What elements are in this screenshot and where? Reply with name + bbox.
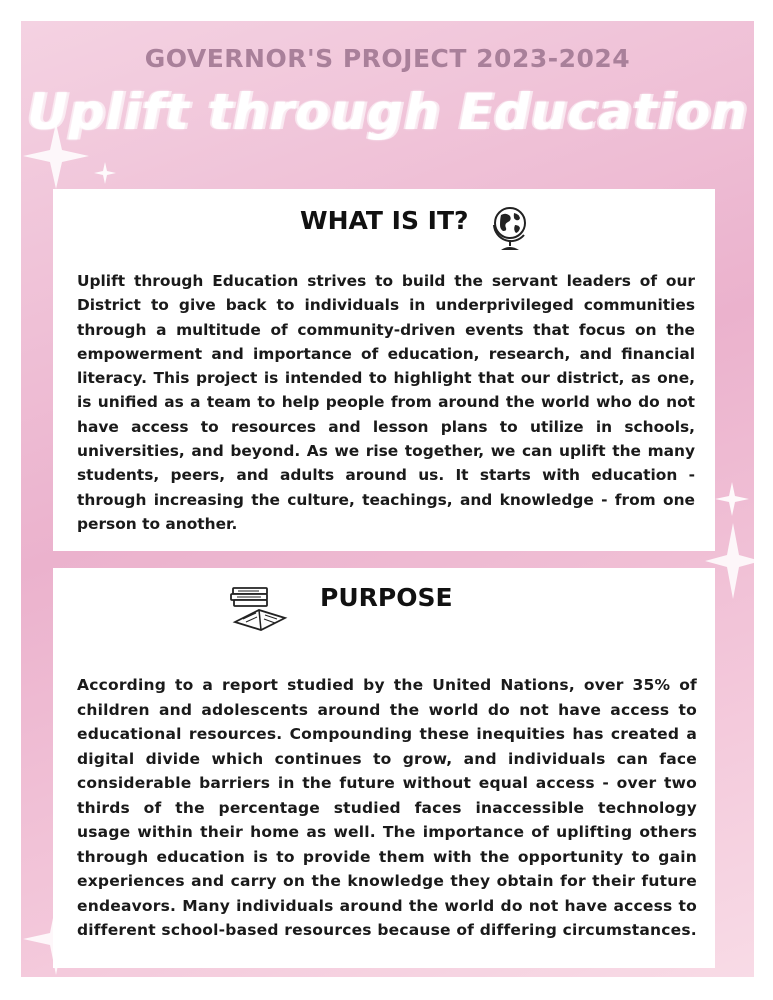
globe-icon: [487, 203, 533, 253]
sparkle-star-icon: [93, 161, 117, 185]
what-is-it-card: [53, 189, 715, 551]
section-body: Uplift through Education strives to build the servant leaders of our District to give back to individuals in underprivileged communities through a multitude of community-driven events that focus on the empowerment and importance of education, research, and financial literacy. This project is intended to highlight that our district, as one, is unified as a team to help people from around the world who do not have access to resources and lesson plans to utilize in schools, universities, and beyond. As we rise together, we can uplift the many students, peers, and adults around us. It starts with education - through increasing the culture, teachings, and knowledge - from one person to another.: [77, 272, 695, 533]
project-eyebrow: GOVERNOR'S PROJECT 2023-2024: [144, 44, 631, 73]
section-body: According to a report studied by the United Nations, over 35% of children and adolescents around the world do not have access to educational resources. Compounding these inequities has created a digital divide which continues to grow, and individuals can face considerable barriers in the future without equal access - over two thirds of the percentage studied faces inaccessible technology usage within their home as well. The importance of uplifting others through education is to provide them with the opportunity to gain experiences and carry on the knowledge they obtain for their future endeavors. Many individuals around the world do not have access to different school-based resources because of differing circumstances.: [77, 676, 697, 939]
section-title: PURPOSE: [320, 583, 453, 612]
sparkle-star-icon: [714, 481, 750, 517]
project-headline: Uplift through Education: [27, 83, 748, 141]
purpose-card: [53, 568, 715, 968]
books-icon: [229, 582, 289, 632]
pink-background-panel: [21, 21, 754, 977]
section-title: WHAT IS IT?: [300, 206, 469, 235]
